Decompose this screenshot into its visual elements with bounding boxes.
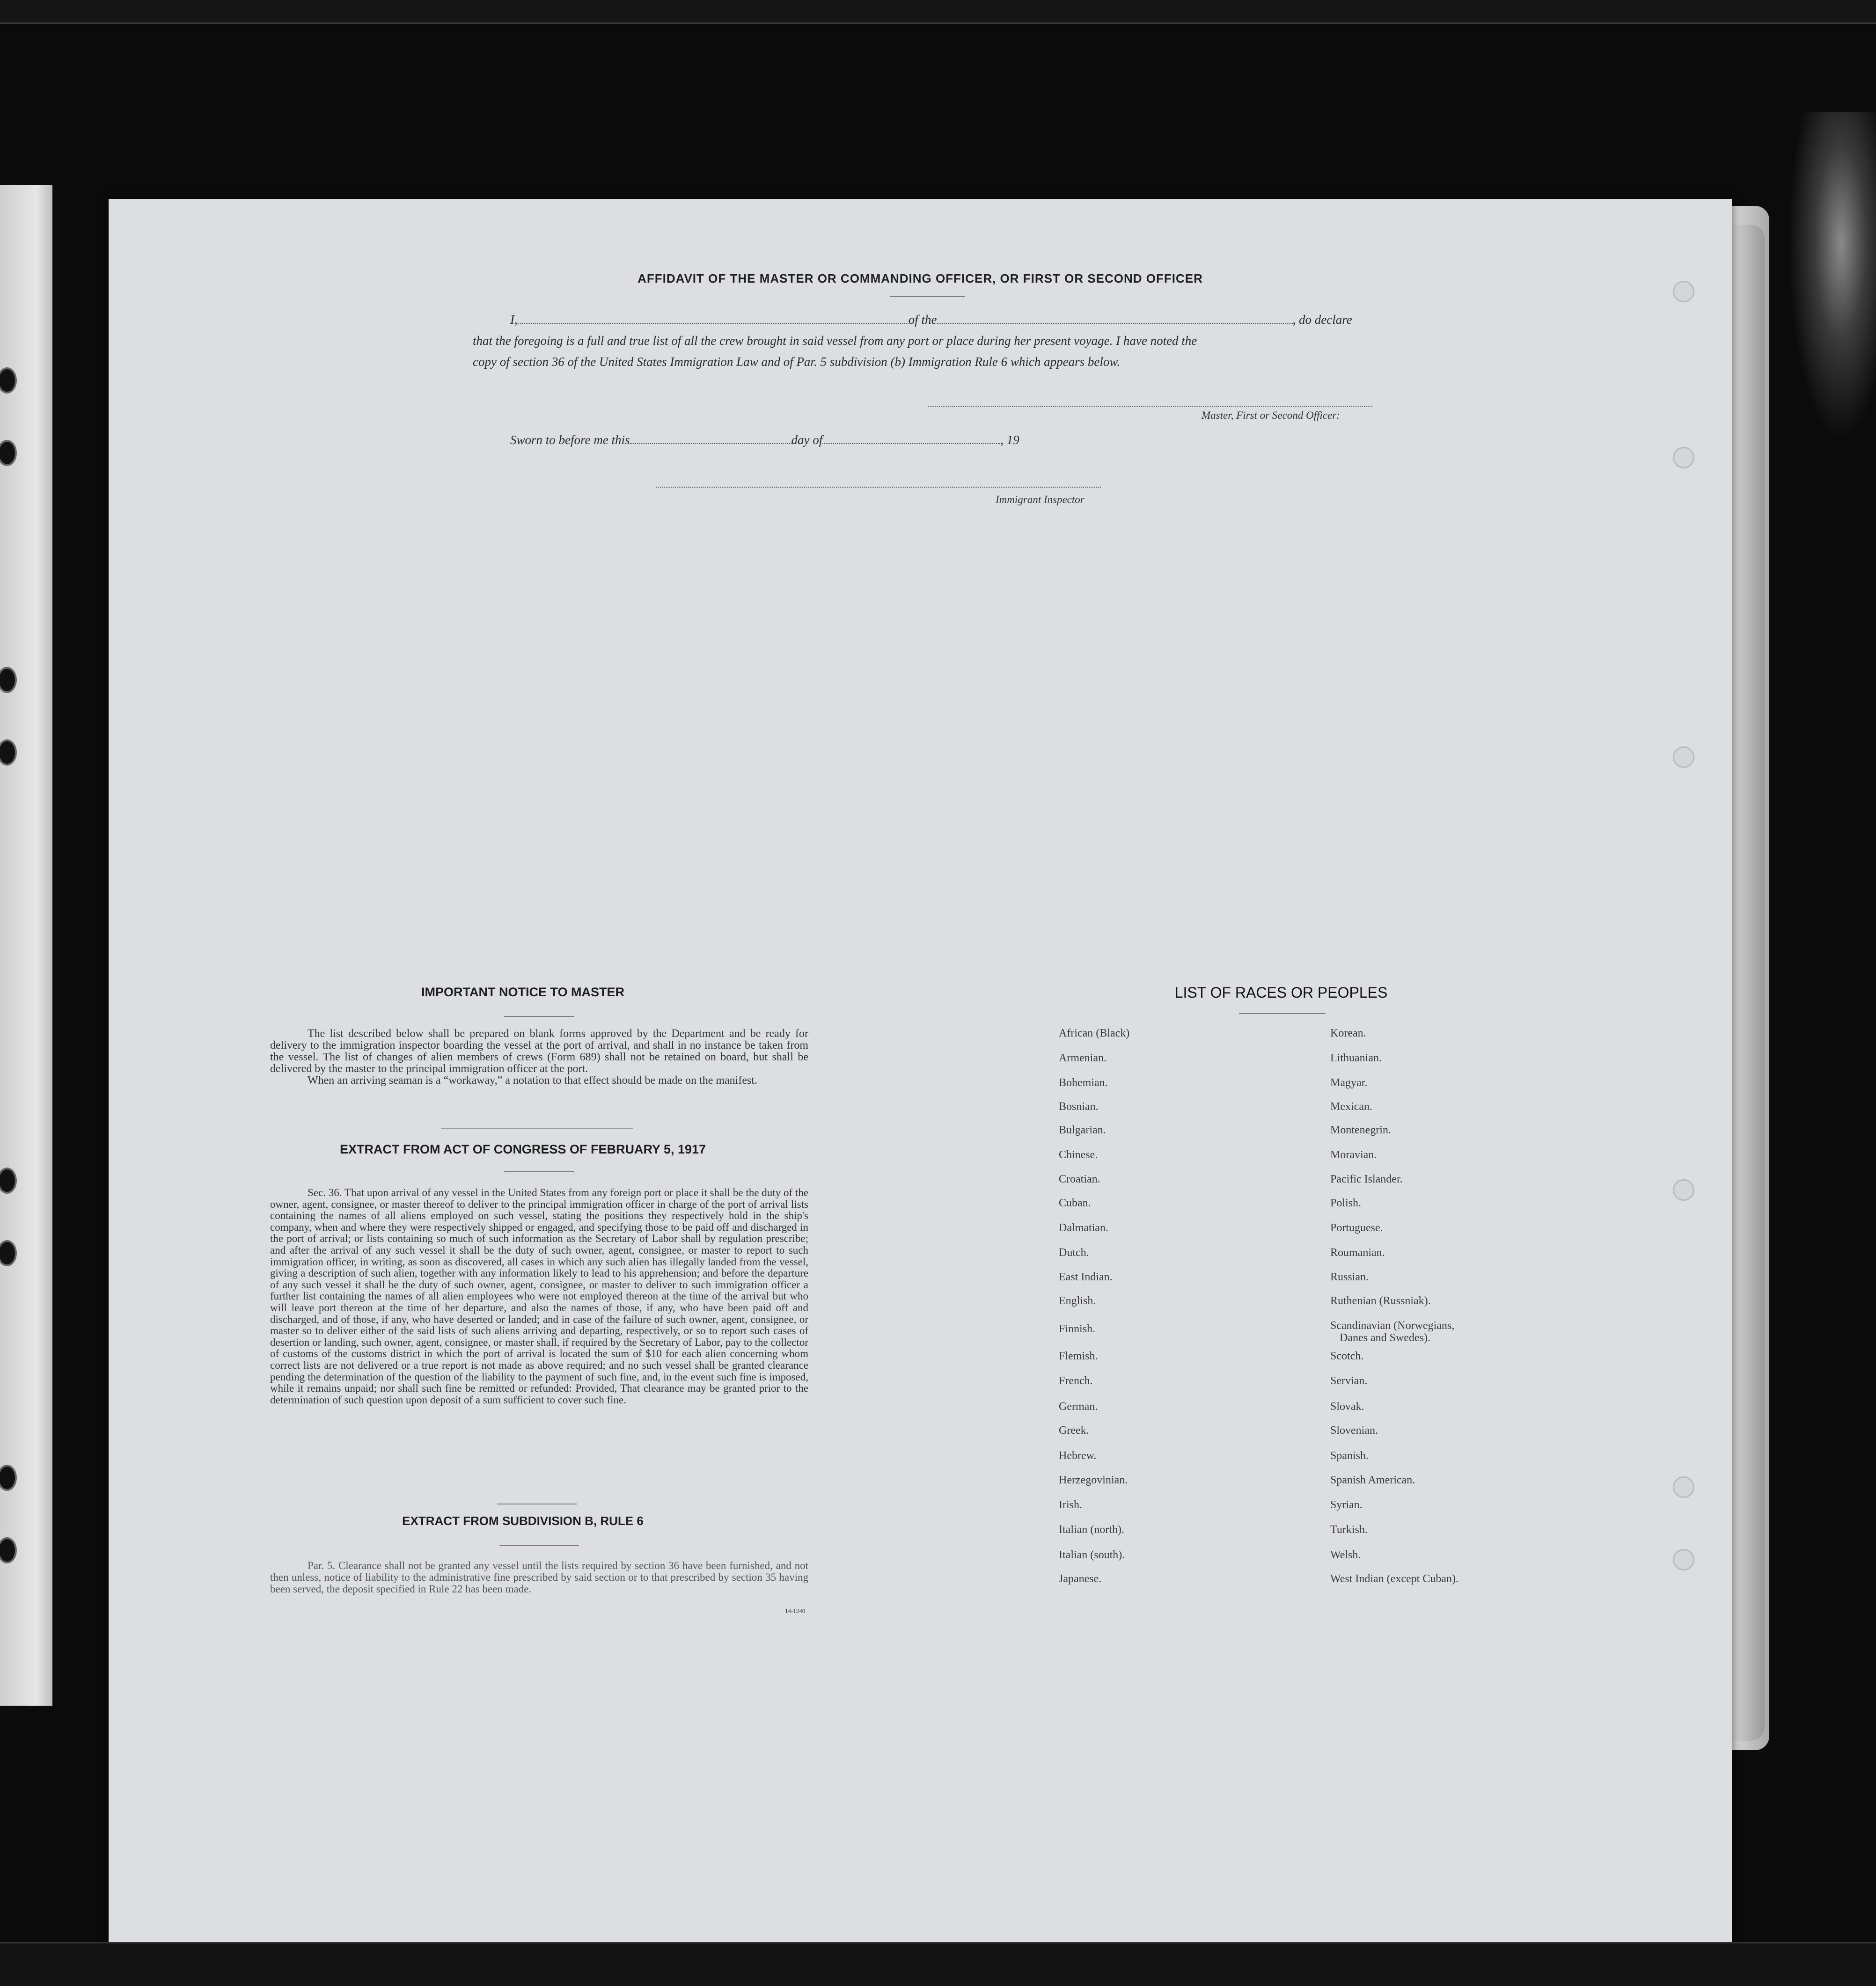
race-entry: Scandinavian (Norwegians, (1330, 1320, 1455, 1332)
film-strip-top (0, 0, 1876, 24)
race-entry: Irish. (1059, 1499, 1082, 1511)
rule-extract-heading: EXTRACT FROM SUBDIVISION B, RULE 6 (402, 1514, 644, 1528)
race-entry: Bosnian. (1059, 1101, 1099, 1113)
name-blank (518, 323, 909, 324)
race-entry: Armenian. (1059, 1052, 1107, 1064)
binder-hole (1673, 1179, 1694, 1201)
race-entry: Mexican. (1330, 1101, 1372, 1113)
section-36-text: Sec. 36. That upon arrival of any vessel in the United States from any foreign port or place it shall be the duty of the owner, agent, consignee, or master thereof to deliver to the principal immigration officer in charge of the port of arrival lists containing the names of all aliens employed on such vessel, stating the positions they respectively hold in the ship's company, when and where they were respectively shipped or engaged, and specifying those to be paid off and discharged in the port of arrival; or lists containing so much of such information as the Secretary of Labor shall by regulation prescribe; and after the arrival of any such vessel it shall be the duty of such owner, agent, consignee, or master to report to such immigration officer, in writing, as soon as discovered, all cases in which any such alien has illegally landed from the vessel, giving a description of such alien, together with any information likely to lead to his apprehension; and before the departure of any such vessel it shall be the duty of such owner, agent, consignee, or master to deliver to such immigration officer a further list containing the names of all alien employees who were not employed thereon at the time of the arrival but who will leave port thereon at the time of her departure, and also the names of those, if any, who have been paid off and discharged, and of those, if any, who have deserted or landed; and in case of the failure of such owner, agent, consignee, or master so to deliver either of the said lists of such aliens arriving and departing, respectively, or so to report such cases of desertion or landing, such owner, agent, consignee, or master shall, if required by the Secretary of Labor, pay to the collector of customs of the customs district in which the port of arrival is located the sum of $10 for each alien concerning whom correct lists are not delivered or a true report is not made as above required; and no such vessel shall be granted clearance pending the determination of the question of the liability to the payment of such fine, and, in the event such fine is imposed, while it remains unpaid; nor shall such fine be remitted or refunded: Provided, That clearance may be granted prior to the determination of such question upon deposit of a sum sufficient to cover such fine. (270, 1187, 808, 1406)
par-5-text: Par. 5. Clearance shall not be granted any vessel until the lists required by section 36 have been furnished, and not then unless, notice of liability to the administrative fine prescribed by said section or to that prescribed by section 35 having been served, the deposit specified in Rule 22 has been made. (270, 1560, 808, 1595)
race-entry: Scotch. (1330, 1350, 1364, 1362)
race-entry: English. (1059, 1295, 1096, 1307)
race-entry: Italian (north). (1059, 1524, 1124, 1536)
notice-text (270, 1028, 808, 1087)
binder-hole (0, 367, 17, 394)
race-entry: Turkish. (1330, 1524, 1368, 1536)
binder-hole (1673, 1476, 1694, 1498)
race-entry: Montenegrin. (1330, 1124, 1391, 1136)
inspector-signature-line (656, 487, 1101, 488)
race-entry: Dalmatian. (1059, 1222, 1108, 1234)
race-entry: Italian (south). (1059, 1549, 1125, 1561)
race-entry: East Indian. (1059, 1271, 1113, 1283)
rule-extract-text (270, 1560, 808, 1595)
binder-hole (0, 667, 17, 693)
race-entry: Japanese. (1059, 1573, 1102, 1585)
binder-hole (0, 440, 17, 466)
affidavit-declare: , do declare (1292, 313, 1352, 327)
notice-heading: IMPORTANT NOTICE TO MASTER (421, 985, 624, 999)
race-entry: Portuguese. (1330, 1222, 1383, 1234)
race-entry: Spanish. (1330, 1450, 1369, 1462)
races-heading: LIST OF RACES OR PEOPLES (1174, 984, 1388, 1001)
binder-hole (1673, 447, 1694, 468)
divider (890, 296, 965, 297)
race-entry: Polish. (1330, 1197, 1362, 1209)
affidavit-line-2: that the foregoing is a full and true list of all the crew brought in said vessel from any port or place during her present voyage. I have noted the (473, 334, 1197, 348)
race-entry: Finnish. (1059, 1323, 1096, 1335)
sworn-day-of: day of (791, 433, 823, 447)
binder-hole (1673, 746, 1694, 768)
race-entry: German. (1059, 1401, 1098, 1413)
divider (441, 1128, 633, 1129)
race-entry: Slovenian. (1330, 1424, 1378, 1437)
scan-artifact (1788, 112, 1876, 440)
binder-hole (0, 1537, 17, 1563)
race-entry: West Indian (except Cuban). (1330, 1573, 1458, 1585)
race-entry: Servian. (1330, 1375, 1368, 1387)
act-extract-heading: EXTRACT FROM ACT OF CONGRESS OF FEBRUARY 5, 1917 (339, 1142, 706, 1156)
vessel-blank (937, 323, 1293, 324)
document-page (109, 199, 1732, 1949)
adjacent-page-left (0, 185, 52, 1706)
race-entry: African (Black) (1059, 1027, 1130, 1039)
race-entry: Welsh. (1330, 1549, 1361, 1561)
race-entry: Dutch. (1059, 1247, 1089, 1259)
binder-hole (0, 1465, 17, 1491)
notice-paragraph-1: The list described below shall be prepared on blank forms approved by the Department and be ready for delivery to the immigration inspector boarding the vessel at the port of arrival, and shall in no instance be taken from the vessel. The list of changes of alien members of crews (Form 689) shall not be retained on board, but shall be delivered by the master to the principal immigration officer at the port. (270, 1028, 808, 1075)
divider (1239, 1013, 1326, 1014)
race-entry: French. (1059, 1375, 1093, 1387)
race-entry: Cuban. (1059, 1197, 1091, 1209)
master-signature-caption: Master, First or Second Officer: (1202, 409, 1340, 421)
master-signature-line (928, 406, 1372, 407)
binder-hole (1673, 1549, 1694, 1570)
race-entry: Ruthenian (Russniak). (1330, 1295, 1431, 1307)
divider (504, 1171, 574, 1172)
binder-hole (0, 1240, 17, 1266)
race-entry: Herzegovinian. (1059, 1474, 1128, 1486)
race-entry: Spanish American. (1330, 1474, 1415, 1486)
race-entry: Danes and Swedes). (1340, 1332, 1430, 1344)
sworn-line (510, 433, 1019, 447)
page-stack-edge (1732, 225, 1765, 1741)
race-entry: Russian. (1330, 1271, 1369, 1283)
inspector-caption: Immigrant Inspector (996, 494, 1085, 505)
affidavit-of-the: of the (908, 313, 937, 327)
sworn-year: , 19 (1000, 433, 1019, 447)
sworn-text: Sworn to before me this (510, 433, 630, 447)
binder-hole (0, 739, 17, 766)
affidavit-line-3: copy of section 36 of the United States Immigration Law and of Par. 5 subdivision (b) Immigration Rule 6 which appears below. (473, 355, 1121, 369)
race-entry: Korean. (1330, 1027, 1366, 1039)
race-entry: Croatian. (1059, 1173, 1100, 1185)
race-entry: Greek. (1059, 1424, 1089, 1437)
race-entry: Hebrew. (1059, 1450, 1097, 1462)
notice-paragraph-2: When an arriving seaman is a “workaway,” a notation to that effect should be made on the manifest. (308, 1074, 757, 1087)
race-entry: Lithuanian. (1330, 1052, 1382, 1064)
race-entry: Roumanian. (1330, 1247, 1385, 1259)
race-entry: Flemish. (1059, 1350, 1098, 1362)
film-strip-bottom (0, 1942, 1876, 1986)
divider (504, 1016, 574, 1017)
race-entry: Pacific Islander. (1330, 1173, 1403, 1185)
month-blank (822, 443, 1000, 444)
affidavit-line-1 (510, 313, 1352, 327)
binder-hole (0, 1168, 17, 1194)
day-blank (630, 443, 791, 444)
affidavit-title: AFFIDAVIT OF THE MASTER OR COMMANDING OFFICER, OR FIRST OR SECOND OFFICER (638, 271, 1203, 285)
race-entry: Magyar. (1330, 1077, 1368, 1089)
race-entry: Chinese. (1059, 1149, 1098, 1161)
affidavit-i: I, (510, 313, 518, 327)
race-entry: Bohemian. (1059, 1077, 1108, 1089)
act-extract-text (270, 1187, 808, 1406)
divider (499, 1545, 579, 1546)
race-entry: Bulgarian. (1059, 1124, 1106, 1136)
form-number: 14-1240 (785, 1607, 806, 1614)
race-entry: Slovak. (1330, 1401, 1364, 1413)
race-entry: Moravian. (1330, 1149, 1377, 1161)
race-entry: Syrian. (1330, 1499, 1363, 1511)
